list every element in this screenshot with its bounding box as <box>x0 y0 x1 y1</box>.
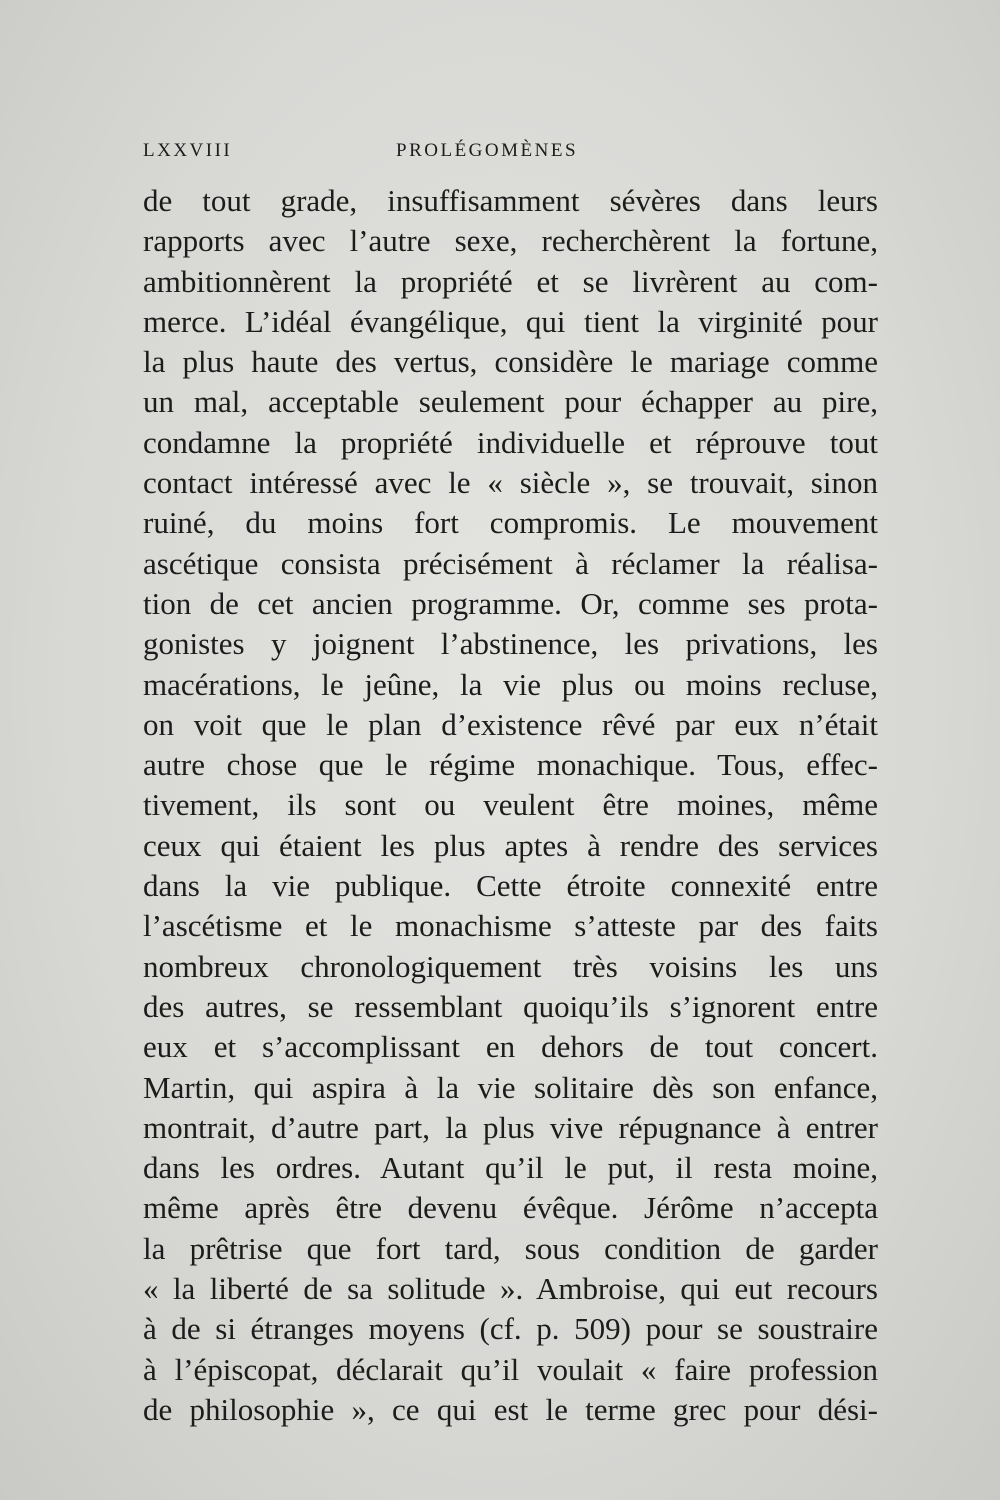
text-line: merce. L’idéal évangélique, qui tient la virginité pour <box>143 303 878 339</box>
text-line: macérations, le jeûne, la vie plus ou moins recluse, <box>143 666 878 702</box>
text-line: un mal, acceptable seulement pour échapper au pire, <box>143 384 878 420</box>
text-line: ambitionnèrent la propriété et se livrèrent au com- <box>143 263 878 299</box>
text-line: tion de cet ancien programme. Or, comme ses prota- <box>143 585 878 621</box>
text-line: l’ascétisme et le monachisme s’atteste par des faits <box>143 908 878 944</box>
page-number: LXXVIII <box>143 140 233 161</box>
text-line: même après être devenu évêque. Jérôme n’accepta <box>143 1190 878 1226</box>
body-text <box>143 181 878 1430</box>
running-head <box>143 140 863 170</box>
text-line: Martin, qui aspira à la vie solitaire dès son enfance, <box>143 1069 878 1105</box>
text-line: la prêtrise que fort tard, sous condition de garder <box>143 1230 878 1266</box>
running-title: PROLÉGOMÈNES <box>396 140 579 161</box>
text-line: ascétique consista précisément à réclamer la réalisa- <box>143 545 878 581</box>
text-line: ruiné, du moins fort compromis. Le mouvement <box>143 505 878 541</box>
text-line: dans la vie publique. Cette étroite connexité entre <box>143 868 878 904</box>
text-line: ceux qui étaient les plus aptes à rendre des services <box>143 827 878 863</box>
text-line: « la liberté de sa solitude ». Ambroise, qui eut recours <box>143 1271 878 1307</box>
text-line: tivement, ils sont ou veulent être moines, même <box>143 787 878 823</box>
text-line: à l’épiscopat, déclarait qu’il voulait « faire profession <box>143 1351 878 1387</box>
text-line: rapports avec l’autre sexe, recherchèrent la fortune, <box>143 223 878 259</box>
text-line: on voit que le plan d’existence rêvé par eux n’était <box>143 706 878 742</box>
text-line: de philosophie », ce qui est le terme grec pour dési- <box>143 1391 878 1427</box>
text-line: autre chose que le régime monachique. Tous, effec- <box>143 747 878 783</box>
text-line: la plus haute des vertus, considère le mariage comme <box>143 344 878 380</box>
text-line: à de si étranges moyens (cf. p. 509) pour se soustraire <box>143 1311 878 1347</box>
text-line: montrait, d’autre part, la plus vive répugnance à entrer <box>143 1109 878 1145</box>
text-line: des autres, se ressemblant quoiqu’ils s’ignorent entre <box>143 988 878 1024</box>
text-line: nombreux chronologiquement très voisins les uns <box>143 948 878 984</box>
text-line: eux et s’accomplissant en dehors de tout concert. <box>143 1029 878 1065</box>
text-line: contact intéressé avec le « siècle », se trouvait, sinon <box>143 465 878 501</box>
text-line: condamne la propriété individuelle et réprouve tout <box>143 424 878 460</box>
text-line: de tout grade, insuffisamment sévères dans leurs <box>143 183 878 218</box>
text-line: gonistes y joignent l’abstinence, les privations, les <box>143 626 878 662</box>
text-line: dans les ordres. Autant qu’il le put, il resta moine, <box>143 1150 878 1186</box>
